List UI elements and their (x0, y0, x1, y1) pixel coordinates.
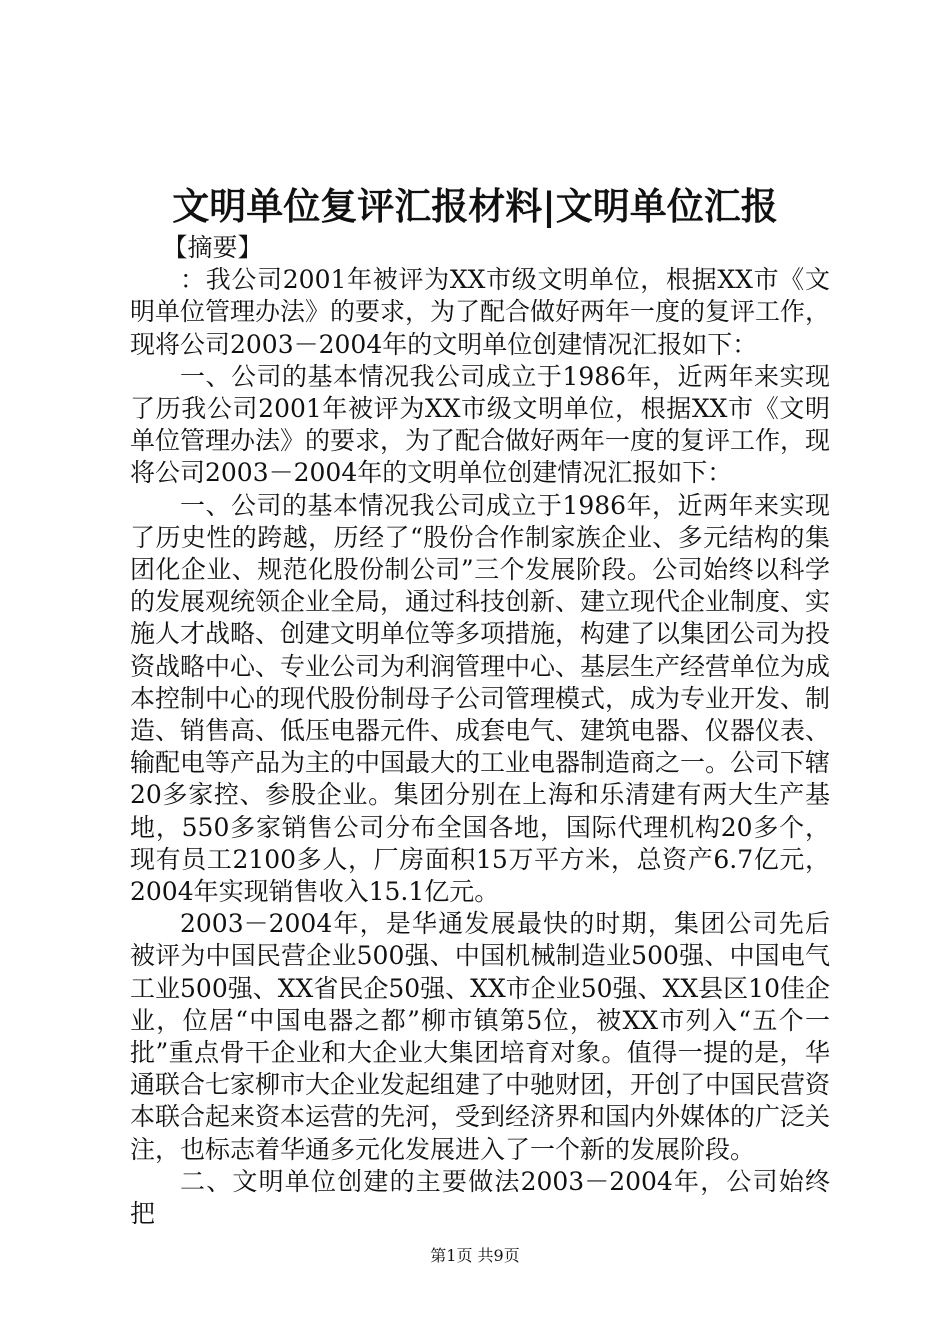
document-body (130, 232, 830, 1230)
paragraph-main-practices: 二、文明单位创建的主要做法2003－2004年，公司始终把 (130, 1166, 830, 1229)
document-title: 文明单位复评汇报材料|文明单位汇报 (172, 185, 778, 228)
page-footer: 第1页 共9页 (430, 1246, 520, 1265)
paragraph-basic-info-repeat: 一、公司的基本情况我公司成立于1986年，近两年来实现了历我公司2001年被评为XX市级文明单位，根据XX市《文明单位管理办法》的要求，为了配合做好两年一度的复评工作，现将公司2003－2004年的文明单位创建情况汇报如下： (130, 361, 831, 488)
paragraph-development: 2003－2004年，是华通发展最快的时期，集团公司先后被评为中国民营企业500强、中国机械制造业500强、中国电气工业500强、XX省民企50强、XX市企业50强、XX县区10佳企业，位居“中国电器之都”柳市镇第5位，被XX市列入“五个一批”重点骨干企业和大企业大集团培育对象。值得一提的是，华通联合七家柳市大企业发起组建了中驰财团，开创了中国民营资本联合起来资本运营的先河，受到经济界和国内外媒体的广泛关注，也标志着华通多元化发展进入了一个新的发展阶段。 (130, 909, 831, 1164)
paragraph-intro: ：我公司2001年被评为XX市级文明单位，根据XX市《文明单位管理办法》的要求，为了配合做好两年一度的复评工作，现将公司2003－2004年的文明单位创建情况汇报如下： (130, 265, 831, 359)
abstract-label: 【摘要】 (162, 233, 263, 262)
paragraph-basic-info: 一、公司的基本情况我公司成立于1986年，近两年来实现了历史性的跨越，历经了“股份合作制家族企业、多元结构的集团化企业、规范化股份制公司”三个发展阶段。公司始终以科学的发展观统领企业全局，通过科技创新、建立现代企业制度、实施人才战略、创建文明单位等多项措施，构建了以集团公司为投资战略中心、专业公司为利润管理中心、基层生产经营单位为成本控制中心的现代股份制母子公司管理模式，成为专业开发、制造、销售高、低压电器元件、成套电气、建筑电器、仪器仪表、输配电等产品为主的中国最大的工业电器制造商之一。公司下辖20多家控、参股企业。集团分别在上海和乐清建有两大生产基地，550多家销售公司分布全国各地，国际代理机构20多个，现有员工2100多人，厂房面积15万平方米，总资产6.7亿元，2004年实现销售收入15.1亿元。 (130, 490, 831, 907)
